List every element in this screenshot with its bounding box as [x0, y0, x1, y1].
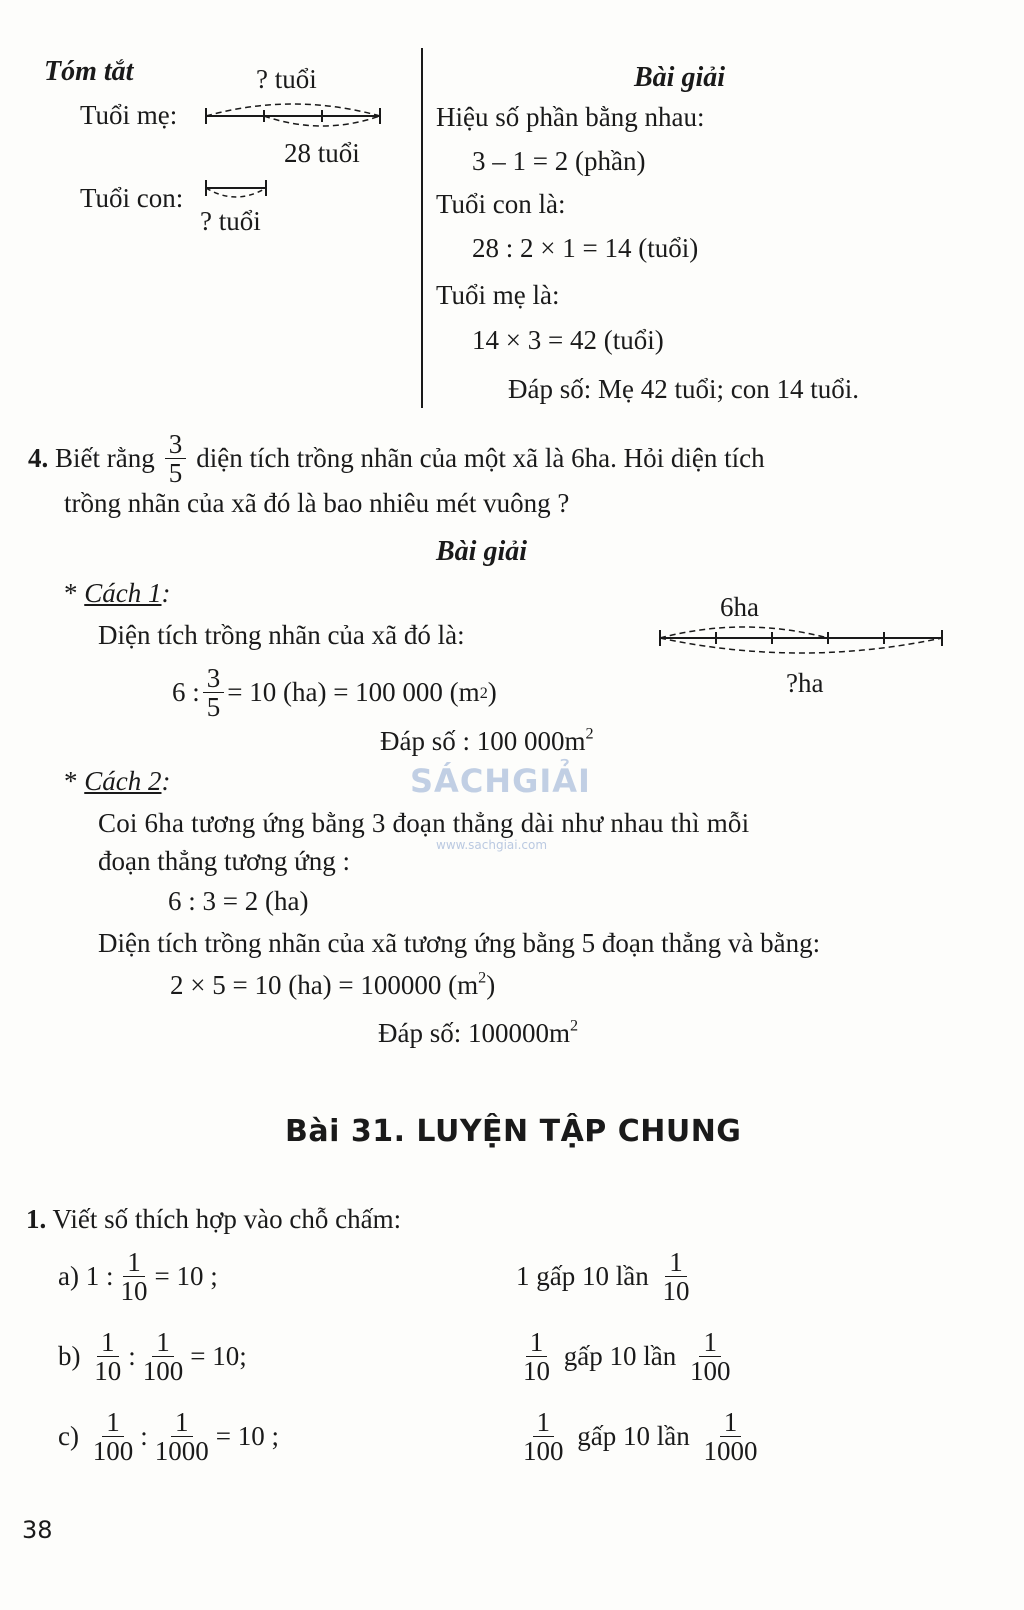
problem4-solution-title: Bài giải	[436, 536, 528, 567]
row-b-fraction-1	[90, 1328, 125, 1386]
row-c-label: c)	[58, 1421, 79, 1452]
row-b-d1: 10	[94, 1356, 122, 1387]
row-c-right	[516, 1408, 764, 1466]
row-b-mid: gấp 10 lần	[563, 1341, 677, 1372]
row-b-right	[516, 1328, 737, 1386]
page-number: 38	[22, 1516, 53, 1544]
answer-1-sup: 2	[585, 724, 594, 743]
problem-number: 4.	[28, 443, 49, 474]
row-c-right-fraction-2	[699, 1408, 761, 1466]
row-c-d1: 100	[92, 1436, 134, 1467]
row-b-fraction-2	[139, 1328, 188, 1386]
row-a-suffix: = 10 ;	[154, 1261, 218, 1292]
row-b-left: b) $\frac{1}{10}$ : $\frac{1}{100}$ = 10;	[58, 1327, 247, 1387]
solution-line-5: Tuổi mẹ là:	[436, 280, 560, 310]
solution-line-6: 14 × 3 = 42 (tuổi)	[472, 325, 664, 355]
problem-text-c: trồng nhãn của xã đó là bao nhiêu mét vuông ?	[64, 488, 570, 518]
row-a-prefix: 1 :	[85, 1261, 114, 1292]
row-c-fraction-1	[89, 1408, 138, 1466]
problem-text-a: Biết rằng	[55, 443, 155, 474]
row-b-suffix: = 10;	[190, 1341, 247, 1372]
row-c-left: c) $\frac{1}{100}$ : $\frac{1}{1000}$ = 10 ;	[58, 1407, 279, 1467]
row-b-n2: 1	[152, 1328, 174, 1357]
method-2-line-3: 6 : 3 = 2 (ha)	[168, 886, 309, 916]
m2-l5-sup: 2	[478, 968, 487, 987]
calc1-b: = 10 (ha) = 100 000 (m	[227, 677, 480, 708]
m2-l5-end: )	[486, 970, 496, 1000]
method-1-star: *	[64, 578, 78, 608]
row-c-n1: 1	[102, 1408, 124, 1437]
row-b-rn1: 1	[526, 1328, 548, 1357]
row-c-d2: 1000	[154, 1436, 209, 1467]
row-a-fraction	[117, 1248, 152, 1306]
row-c-rn2: 1	[720, 1408, 742, 1437]
row-b-rd1: 10	[523, 1356, 550, 1387]
summary-question-top: ? tuổi	[256, 64, 317, 94]
diagram-bottom-label: ?ha	[786, 668, 824, 698]
calc1-numerator: 3	[203, 664, 225, 693]
row-a-denominator: 10	[120, 1276, 148, 1307]
calc1-denominator: 5	[206, 692, 221, 723]
problem-fraction	[165, 430, 187, 488]
method-2-line-5	[170, 970, 495, 1001]
row-c-fraction-2	[151, 1408, 213, 1466]
method-2-line-2: đoạn thẳng tương ứng :	[98, 846, 351, 876]
row-a-left	[58, 1248, 218, 1306]
row-b-right-fraction-2	[686, 1328, 735, 1386]
row-c-rd2: 1000	[703, 1436, 758, 1467]
row-b-n1: 1	[97, 1328, 119, 1357]
row-a-numerator: 1	[123, 1248, 145, 1277]
solution-answer: Đáp số: Mẹ 42 tuổi; con 14 tuổi.	[508, 374, 859, 404]
watermark-url: www.sachgiai.com	[436, 838, 548, 852]
row-b-right-fraction-1	[519, 1328, 554, 1386]
fraction-denominator: 5	[168, 458, 183, 489]
row-a-right	[516, 1248, 696, 1306]
row-b-d2: 100	[142, 1356, 184, 1387]
row-a-label: a)	[58, 1261, 79, 1292]
row-a-right-fraction	[658, 1248, 693, 1306]
row-c-mid: gấp 10 lần	[577, 1421, 690, 1452]
method-2-line-4: Diện tích trồng nhãn của xã tương ứng bằng 5 đoạn thẳng và bằng:	[98, 928, 821, 958]
method-1-line: Diện tích trồng nhãn của xã đó là:	[98, 620, 465, 650]
diagram-top-label: 6ha	[720, 592, 759, 622]
solution-line-2: 3 – 1 = 2 (phần)	[472, 146, 646, 176]
child-age-label: Tuổi con:	[80, 183, 184, 213]
row-c-suffix: = 10 ;	[215, 1421, 279, 1452]
mother-age-diagram	[200, 96, 390, 140]
method-2-label: Cách 2	[84, 766, 162, 796]
row-c-rn1: 1	[533, 1408, 555, 1437]
calc1-a: 6 :	[172, 677, 200, 708]
answer-2-text: Đáp số: 100000m	[378, 1018, 570, 1048]
watermark-logo: SÁCHGIẢI	[410, 762, 591, 800]
answer-1	[380, 726, 594, 757]
answer-1-text: Đáp số : 100 000m	[380, 726, 586, 756]
row-b-rd2: 100	[689, 1356, 731, 1387]
column-divider	[421, 48, 423, 408]
summary-question-child: ? tuổi	[200, 206, 261, 236]
solution-title: Bài giải	[634, 62, 726, 93]
child-age-diagram	[200, 178, 280, 208]
method-1-label: Cách 1	[84, 578, 162, 608]
exercise-1-number: 1.	[26, 1204, 47, 1234]
problem-text-b: diện tích trồng nhãn của một xã là 6ha. Hỏi diện tích	[196, 443, 765, 474]
row-c-right-fraction-1	[519, 1408, 568, 1466]
row-a-right-denominator: 10	[662, 1276, 690, 1307]
method-2-line-1: Coi 6ha tương ứng bằng 3 đoạn thẳng dài như nhau thì mỗi	[98, 808, 750, 838]
row-b-label: b)	[58, 1341, 81, 1372]
answer-2	[378, 1018, 578, 1049]
answer-2-sup: 2	[570, 1016, 579, 1035]
summary-title: Tóm tắt	[44, 56, 134, 87]
solution-line-1: Hiệu số phần bằng nhau:	[436, 102, 705, 132]
row-a-right-numerator: 1	[665, 1248, 687, 1277]
area-diagram	[656, 618, 956, 670]
calc1-fraction	[203, 664, 225, 722]
exercise-1-heading	[26, 1204, 401, 1235]
fraction-numerator: 3	[165, 430, 187, 459]
method-2-star: *	[64, 766, 78, 796]
problem-4-statement	[28, 430, 765, 488]
exercise-1-text: Viết số thích hợp vào chỗ chấm:	[52, 1204, 402, 1234]
row-a-right-text: 1 gấp 10 lần	[516, 1261, 649, 1292]
solution-line-4: 28 : 2 × 1 = 14 (tuổi)	[472, 233, 699, 263]
method-1-heading: * Cách 1:	[64, 578, 171, 608]
calc1-c: )	[487, 677, 497, 708]
row-c-n2: 1	[171, 1408, 193, 1437]
summary-difference: 28 tuổi	[284, 138, 360, 168]
lesson-31-title: Bài 31. LUYỆN TẬP CHUNG	[285, 1114, 742, 1149]
m2-l5-text: 2 × 5 = 10 (ha) = 100000 (m	[170, 970, 479, 1000]
method-2-heading: * Cách 2:	[64, 766, 171, 796]
mother-age-label: Tuổi mẹ:	[80, 100, 178, 130]
method-1-calc: 6 : $\frac{3}{5}$ = 10 (ha) = 100 000 (m 2 )	[172, 663, 497, 723]
solution-line-3: Tuổi con là:	[436, 189, 566, 219]
row-c-rd1: 100	[523, 1436, 564, 1467]
row-b-rn2: 1	[699, 1328, 721, 1357]
